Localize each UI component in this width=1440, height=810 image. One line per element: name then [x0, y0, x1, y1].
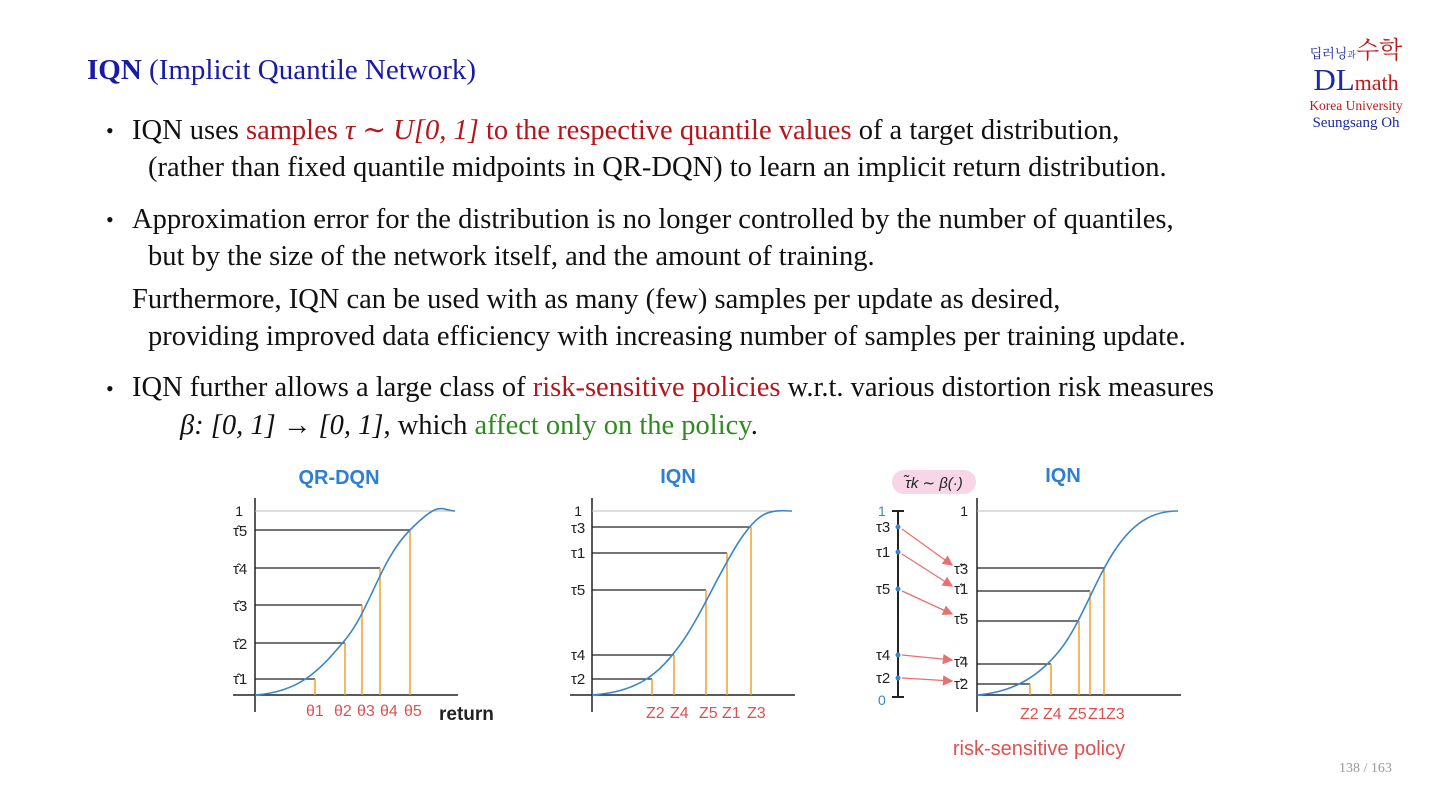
figure-iqn-1	[570, 466, 795, 722]
theta-label: θ4	[380, 703, 398, 720]
text-segment: w.r.t. various distortion risk measures	[780, 372, 1214, 403]
logo-korean-red: 수학	[1356, 38, 1403, 64]
tilde-tau-label: τ̃5	[954, 611, 969, 628]
highlight-quantile-values: to the respective quantile values	[478, 115, 852, 146]
highlight-samples: samples	[246, 115, 345, 146]
bullet-2-line-1: Approximation error for the distribution is no longer controlled by the number of quantiles,	[132, 204, 1174, 235]
logo-university: Korea University	[1309, 98, 1403, 113]
tau-label: τ2	[571, 671, 586, 688]
logo-korean-top: 딥러닝	[1309, 46, 1348, 61]
iqn1-title: IQN	[660, 466, 696, 488]
bullet-2-line-3: Furthermore, IQN can be used with as many (few) samples per update as desired,	[132, 284, 1061, 315]
theta-label: θ3	[357, 703, 375, 720]
tau-label: τ̂3	[233, 598, 248, 615]
beta-badge-text: τ̃k ∼ β(·)	[905, 475, 963, 492]
theta-label: θ2	[334, 703, 352, 720]
highlight-risk-sensitive: risk-sensitive policies	[532, 372, 781, 403]
tau-label: τ1	[571, 545, 586, 562]
title-bold: IQN	[87, 54, 142, 86]
z-label: Z1	[722, 705, 741, 722]
logo-korean-small: 과	[1347, 50, 1356, 60]
tau-label: τ3	[571, 520, 586, 537]
bullet-2-line-4: providing improved data efficiency with increasing number of samples per training update.	[148, 321, 1186, 352]
bar-top-label: 1	[878, 503, 886, 519]
cdf-curve	[592, 511, 792, 695]
theta-label: θ5	[404, 703, 422, 720]
z-label: Z5	[1068, 706, 1087, 723]
theta-label: θ1	[306, 703, 324, 720]
logo-author: Seungsang Oh	[1312, 115, 1400, 131]
tilde-tau-label: τ̃4	[954, 654, 969, 671]
tilde-tau-label: τ̃2	[954, 676, 969, 693]
z-label: Z1	[1088, 706, 1107, 723]
z-label: Z3	[747, 705, 766, 722]
logo-math: math	[1354, 70, 1399, 95]
math-tau-uniform: τ ∼ U[0, 1]	[344, 115, 479, 146]
z-label: Z2	[1020, 706, 1039, 723]
tilde-tau-label: τ̃3	[954, 561, 969, 578]
return-label: return	[439, 704, 494, 725]
bar-tau-label: τ4	[876, 647, 891, 664]
bullet-dot-3: •	[106, 376, 114, 401]
bar-tau-label: τ1	[876, 544, 891, 561]
highlight-affect-policy: affect only on the policy	[474, 410, 751, 441]
cdf-curve	[977, 511, 1178, 695]
tau-label: τ5	[571, 582, 586, 599]
text-segment: .	[750, 410, 758, 441]
iqn2-title: IQN	[1045, 465, 1081, 487]
text-segment: of a target distribution,	[851, 115, 1120, 146]
y-top-label: 1	[574, 503, 582, 519]
bullet-2-line-2: but by the size of the network itself, and the amount of training.	[148, 241, 875, 272]
tau-label: τ̂5	[233, 523, 248, 540]
bullet-dot-1: •	[106, 118, 114, 143]
tau-label: τ4	[571, 647, 586, 664]
tilde-tau-label: τ̃1	[954, 581, 969, 598]
logo-dl: DL	[1313, 62, 1355, 97]
z-label: Z2	[646, 705, 665, 722]
z-label: Z4	[1043, 706, 1062, 723]
bullet-dot-2: •	[106, 207, 114, 232]
bar-tau-label: τ3	[876, 519, 891, 536]
tau-label: τ̂4	[233, 561, 248, 578]
z-label: Z5	[699, 705, 718, 722]
text-segment: , which	[383, 410, 475, 441]
tau-label: τ̂2	[233, 636, 248, 653]
figure-qrdqn	[233, 467, 494, 725]
y-top-label: 1	[235, 503, 243, 519]
cdf-curve	[255, 509, 455, 695]
qrdqn-title: QR-DQN	[298, 467, 380, 489]
bar-bottom-label: 0	[878, 692, 886, 708]
y-top-label: 1	[960, 503, 968, 519]
risk-sensitive-caption: risk-sensitive policy	[952, 738, 1126, 760]
bullet-1-line-2: (rather than fixed quantile midpoints in QR-DQN) to learn an implicit return distribution.	[148, 152, 1167, 183]
text-segment: IQN further allows a large class of	[132, 372, 533, 403]
title-rest: (Implicit Quantile Network)	[141, 54, 477, 86]
bar-tau-label: τ2	[876, 670, 891, 687]
text-segment: IQN uses	[132, 115, 246, 146]
math-beta-map: β: [0, 1] → [0, 1]	[180, 410, 384, 441]
z-label: Z3	[1106, 706, 1125, 723]
figure-iqn-2	[876, 465, 1181, 760]
z-label: Z4	[670, 705, 689, 722]
bar-tau-label: τ5	[876, 581, 891, 598]
page-number: 138 / 163	[1339, 761, 1392, 776]
tau-label: τ̂1	[233, 671, 248, 688]
